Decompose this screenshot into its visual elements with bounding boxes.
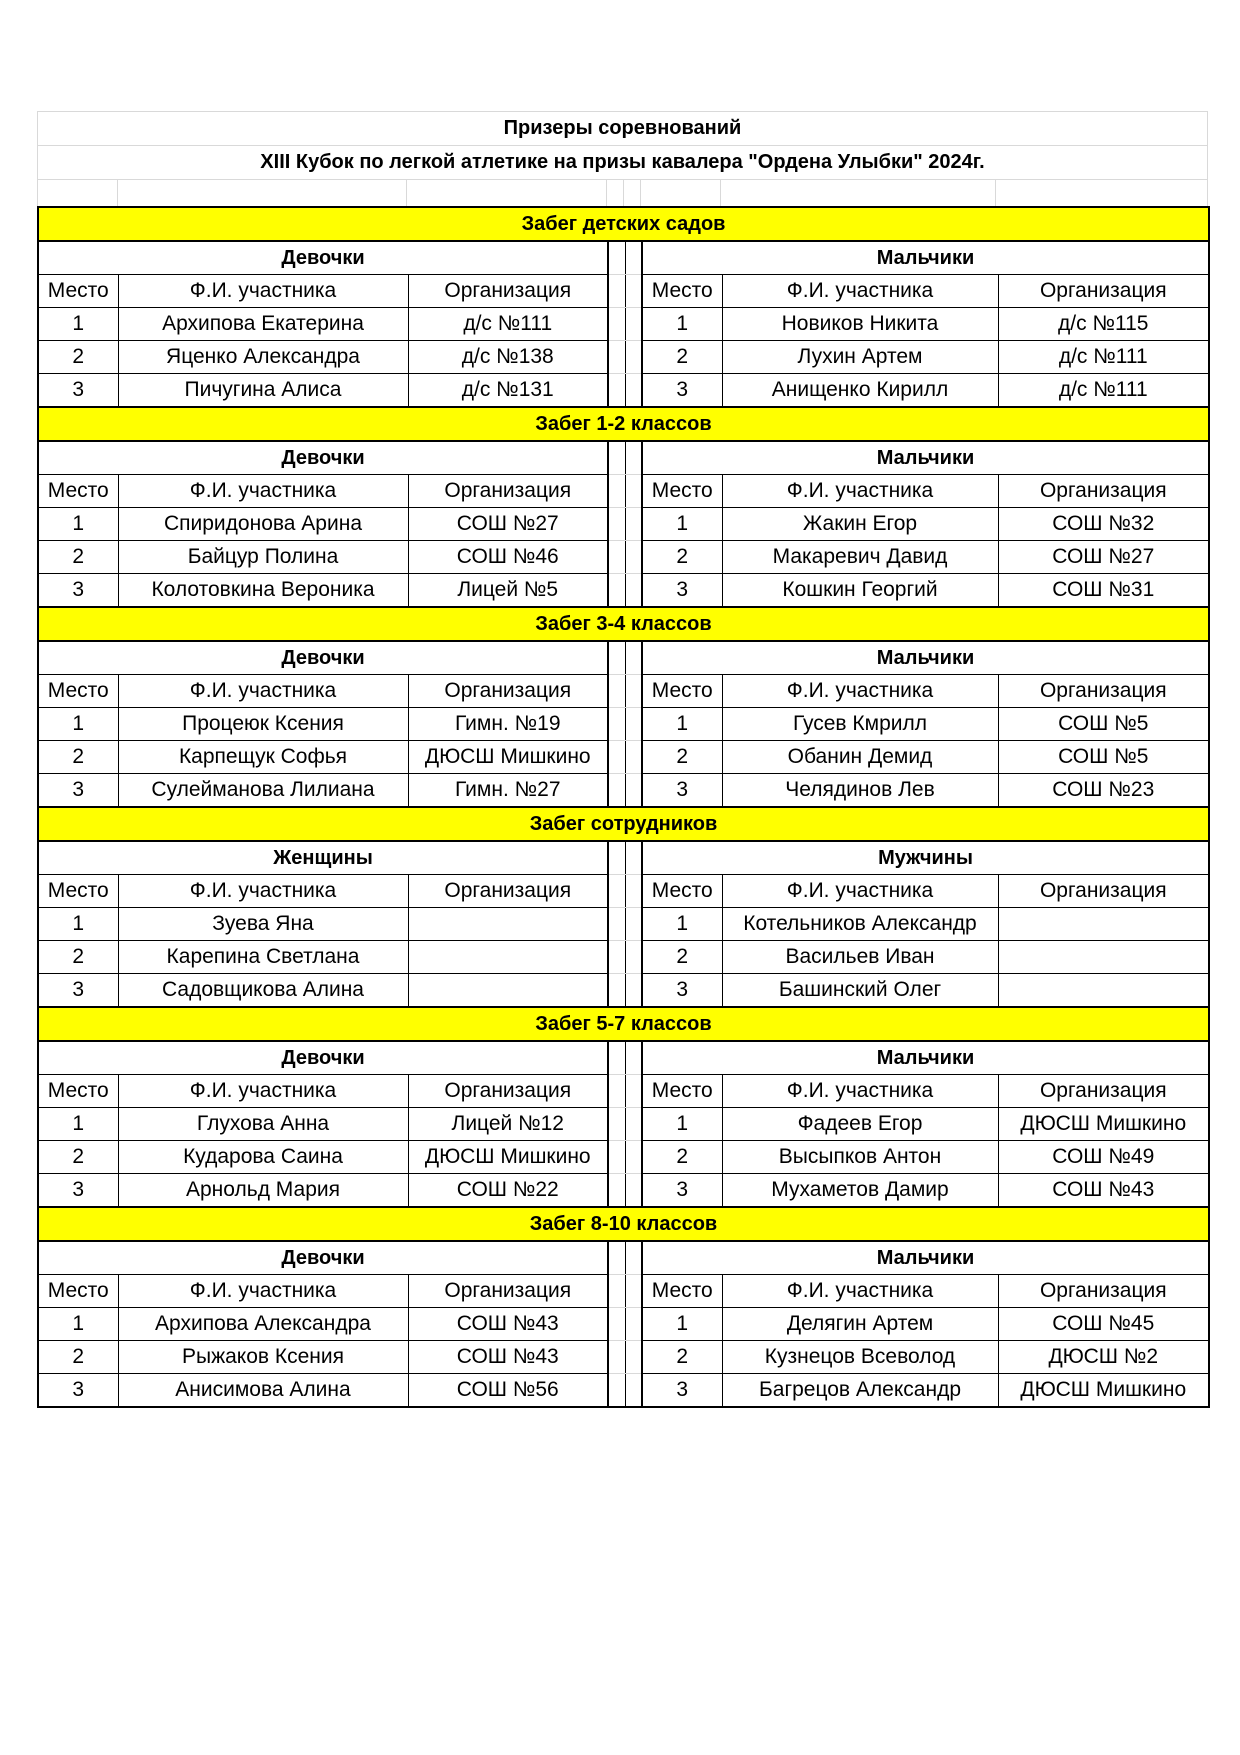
name-cell: Котельников Александр (722, 908, 998, 941)
gap-cell (625, 908, 642, 941)
gap-cell (625, 508, 642, 541)
name-cell: Спиридонова Арина (118, 508, 408, 541)
table-row (38, 1308, 1209, 1341)
col-name-header: Ф.И. участника (722, 1275, 998, 1308)
name-cell: Жакин Егор (722, 508, 998, 541)
gap-cell (608, 1075, 625, 1108)
org-cell: д/с №111 (408, 308, 608, 341)
column-header-row (38, 1275, 1209, 1308)
col-place-header: Место (642, 1275, 722, 1308)
section-header-row (38, 607, 1209, 641)
place-cell: 2 (642, 1341, 722, 1374)
org-cell: СОШ №49 (998, 1141, 1209, 1174)
gap-cell (608, 841, 625, 875)
org-cell: СОШ №5 (998, 741, 1209, 774)
gap-cell (625, 1308, 642, 1341)
gap-cell (608, 1275, 625, 1308)
org-cell: Лицей №12 (408, 1108, 608, 1141)
place-cell: 2 (38, 1141, 118, 1174)
column-header-row (38, 1075, 1209, 1108)
name-cell: Анищенко Кирилл (722, 374, 998, 408)
gap-cell (608, 675, 625, 708)
name-cell: Челядинов Лев (722, 774, 998, 808)
name-cell: Зуева Яна (118, 908, 408, 941)
gap-cell (608, 1141, 625, 1174)
gap-cell (608, 908, 625, 941)
place-cell: 3 (38, 374, 118, 408)
org-cell: СОШ №46 (408, 541, 608, 574)
col-place-header: Место (38, 1075, 118, 1108)
group-title-right: Мальчики (642, 1241, 1209, 1275)
gap-cell (608, 875, 625, 908)
gap-cell (608, 774, 625, 808)
place-cell: 3 (38, 974, 118, 1008)
gap-cell (625, 475, 642, 508)
group-title-right: Мальчики (642, 441, 1209, 475)
org-cell: ДЮСШ №2 (998, 1341, 1209, 1374)
gap-cell (608, 441, 625, 475)
org-cell (998, 941, 1209, 974)
col-org-header: Организация (998, 1275, 1209, 1308)
column-header-row (38, 275, 1209, 308)
col-place-header: Место (38, 275, 118, 308)
place-cell: 3 (642, 774, 722, 808)
org-cell: СОШ №5 (998, 708, 1209, 741)
table-row (38, 1341, 1209, 1374)
gap-cell (608, 574, 625, 608)
gap-cell (625, 641, 642, 675)
org-cell: д/с №138 (408, 341, 608, 374)
name-cell: Макаревич Давид (722, 541, 998, 574)
place-cell: 2 (642, 341, 722, 374)
gap-cell (625, 308, 642, 341)
gap-cell (608, 741, 625, 774)
name-cell: Садовщикова Алина (118, 974, 408, 1008)
gap-cell (625, 1341, 642, 1374)
col-name-header: Ф.И. участника (118, 1275, 408, 1308)
place-cell: 3 (642, 574, 722, 608)
group-title-left: Девочки (38, 441, 608, 475)
org-cell (998, 974, 1209, 1008)
org-cell: ДЮСШ Мишкино (408, 1141, 608, 1174)
gap-cell (625, 1241, 642, 1275)
org-cell: СОШ №56 (408, 1374, 608, 1408)
col-name-header: Ф.И. участника (118, 475, 408, 508)
name-cell: Байцур Полина (118, 541, 408, 574)
table-row (38, 1108, 1209, 1141)
table-row (38, 974, 1209, 1008)
place-cell: 1 (38, 1108, 118, 1141)
place-cell: 1 (38, 708, 118, 741)
name-cell: Лухин Артем (722, 341, 998, 374)
name-cell: Карепина Светлана (118, 941, 408, 974)
gap-cell (608, 241, 625, 275)
column-header-row (38, 475, 1209, 508)
name-cell: Кударова Саина (118, 1141, 408, 1174)
group-title-left: Девочки (38, 641, 608, 675)
gap-cell (625, 1108, 642, 1141)
place-cell: 1 (642, 1108, 722, 1141)
org-cell: СОШ №31 (998, 574, 1209, 608)
group-title-right: Мужчины (642, 841, 1209, 875)
gap-cell (625, 708, 642, 741)
col-place-header: Место (38, 1275, 118, 1308)
group-title-right: Мальчики (642, 1041, 1209, 1075)
group-title-right: Мальчики (642, 241, 1209, 275)
org-cell: ДЮСШ Мишкино (998, 1108, 1209, 1141)
col-org-header: Организация (998, 475, 1209, 508)
gap-cell (625, 875, 642, 908)
org-cell: д/с №111 (998, 374, 1209, 408)
place-cell: 1 (38, 1308, 118, 1341)
gap-cell (625, 341, 642, 374)
col-name-header: Ф.И. участника (722, 475, 998, 508)
name-cell: Анисимова Алина (118, 1374, 408, 1408)
col-place-header: Место (38, 675, 118, 708)
place-cell: 3 (38, 1174, 118, 1208)
gap-cell (625, 241, 642, 275)
group-title-left: Девочки (38, 1241, 608, 1275)
org-cell (408, 908, 608, 941)
name-cell: Багрецов Александр (722, 1374, 998, 1408)
place-cell: 2 (642, 541, 722, 574)
col-name-header: Ф.И. участника (118, 275, 408, 308)
gap-cell (608, 1374, 625, 1408)
org-cell: Лицей №5 (408, 574, 608, 608)
section-title: Забег 5-7 классов (38, 1007, 1209, 1041)
group-header-row (38, 241, 1209, 275)
place-cell: 1 (642, 308, 722, 341)
gap-cell (625, 374, 642, 408)
col-org-header: Организация (998, 675, 1209, 708)
place-cell: 2 (38, 341, 118, 374)
table-row (38, 908, 1209, 941)
org-cell: Гимн. №27 (408, 774, 608, 808)
gap-cell (625, 1275, 642, 1308)
group-header-row (38, 1241, 1209, 1275)
col-org-header: Организация (408, 475, 608, 508)
org-cell: ДЮСШ Мишкино (408, 741, 608, 774)
org-cell: СОШ №27 (998, 541, 1209, 574)
group-title-left: Девочки (38, 241, 608, 275)
gap-cell (625, 841, 642, 875)
org-cell: СОШ №45 (998, 1308, 1209, 1341)
place-cell: 3 (38, 574, 118, 608)
col-place-header: Место (642, 1075, 722, 1108)
org-cell (408, 974, 608, 1008)
place-cell: 3 (642, 1374, 722, 1408)
section-header-row (38, 1207, 1209, 1241)
org-cell: д/с №131 (408, 374, 608, 408)
place-cell: 3 (38, 774, 118, 808)
gap-cell (608, 508, 625, 541)
col-org-header: Организация (998, 1075, 1209, 1108)
name-cell: Процеюк Ксения (118, 708, 408, 741)
org-cell: д/с №111 (998, 341, 1209, 374)
section-title: Забег детских садов (38, 207, 1209, 241)
name-cell: Новиков Никита (722, 308, 998, 341)
place-cell: 1 (642, 508, 722, 541)
section-title: Забег 3-4 классов (38, 607, 1209, 641)
gap-cell (608, 275, 625, 308)
gap-cell (608, 1108, 625, 1141)
gap-cell (625, 441, 642, 475)
col-org-header: Организация (408, 275, 608, 308)
org-cell: СОШ №32 (998, 508, 1209, 541)
table-row (38, 741, 1209, 774)
place-cell: 1 (642, 708, 722, 741)
org-cell: СОШ №43 (998, 1174, 1209, 1208)
table-row (38, 374, 1209, 408)
gap-cell (608, 974, 625, 1008)
org-cell: Гимн. №19 (408, 708, 608, 741)
gap-cell (608, 541, 625, 574)
org-cell: д/с №115 (998, 308, 1209, 341)
group-header-row (38, 641, 1209, 675)
gap-cell (625, 1174, 642, 1208)
place-cell: 2 (642, 941, 722, 974)
name-cell: Сулейманова Лилиана (118, 774, 408, 808)
org-cell: СОШ №43 (408, 1308, 608, 1341)
col-name-header: Ф.И. участника (722, 675, 998, 708)
gap-cell (625, 675, 642, 708)
table-row (38, 708, 1209, 741)
column-header-row (38, 675, 1209, 708)
col-place-header: Место (642, 275, 722, 308)
col-name-header: Ф.И. участника (722, 275, 998, 308)
gap-cell (608, 1308, 625, 1341)
col-place-header: Место (38, 475, 118, 508)
gap-cell (608, 1241, 625, 1275)
name-cell: Колотовкина Вероника (118, 574, 408, 608)
place-cell: 2 (38, 541, 118, 574)
spacer-row (37, 180, 1208, 206)
page-title: Призеры соревнований (37, 111, 1208, 145)
place-cell: 3 (642, 974, 722, 1008)
name-cell: Гусев Кмрилл (722, 708, 998, 741)
table-row (38, 1374, 1209, 1408)
gap-cell (625, 275, 642, 308)
name-cell: Кошкин Георгий (722, 574, 998, 608)
gap-cell (625, 774, 642, 808)
gap-cell (608, 941, 625, 974)
table-row (38, 1174, 1209, 1208)
col-org-header: Организация (998, 275, 1209, 308)
col-place-header: Место (642, 875, 722, 908)
table-row (38, 308, 1209, 341)
column-header-row (38, 875, 1209, 908)
col-place-header: Место (38, 875, 118, 908)
group-header-row (38, 441, 1209, 475)
section-header-row (38, 807, 1209, 841)
place-cell: 2 (642, 741, 722, 774)
gap-cell (625, 1075, 642, 1108)
place-cell: 2 (38, 741, 118, 774)
name-cell: Архипова Екатерина (118, 308, 408, 341)
group-header-row (38, 841, 1209, 875)
name-cell: Яценко Александра (118, 341, 408, 374)
section-header-row (38, 407, 1209, 441)
section-header-row (38, 207, 1209, 241)
section-title: Забег сотрудников (38, 807, 1209, 841)
place-cell: 3 (38, 1374, 118, 1408)
name-cell: Высыпков Антон (722, 1141, 998, 1174)
name-cell: Васильев Иван (722, 941, 998, 974)
col-name-header: Ф.И. участника (118, 675, 408, 708)
col-name-header: Ф.И. участника (722, 1075, 998, 1108)
place-cell: 1 (642, 908, 722, 941)
place-cell: 3 (642, 1174, 722, 1208)
gap-cell (608, 1341, 625, 1374)
org-cell: СОШ №43 (408, 1341, 608, 1374)
gap-cell (608, 475, 625, 508)
gap-cell (625, 941, 642, 974)
section-header-row (38, 1007, 1209, 1041)
gap-cell (608, 1041, 625, 1075)
gap-cell (625, 574, 642, 608)
gap-cell (608, 308, 625, 341)
col-org-header: Организация (408, 675, 608, 708)
table-row (38, 574, 1209, 608)
name-cell: Глухова Анна (118, 1108, 408, 1141)
col-org-header: Организация (408, 1275, 608, 1308)
group-title-left: Женщины (38, 841, 608, 875)
section-title: Забег 8-10 классов (38, 1207, 1209, 1241)
table-row (38, 508, 1209, 541)
group-title-left: Девочки (38, 1041, 608, 1075)
col-name-header: Ф.И. участника (118, 1075, 408, 1108)
table-row (38, 941, 1209, 974)
table-row (38, 341, 1209, 374)
gap-cell (625, 974, 642, 1008)
gap-cell (608, 341, 625, 374)
name-cell: Арнольд Мария (118, 1174, 408, 1208)
place-cell: 1 (38, 308, 118, 341)
gap-cell (625, 1041, 642, 1075)
place-cell: 2 (38, 941, 118, 974)
col-place-header: Место (642, 475, 722, 508)
group-header-row (38, 1041, 1209, 1075)
table-row (38, 1141, 1209, 1174)
col-place-header: Место (642, 675, 722, 708)
section-title: Забег 1-2 классов (38, 407, 1209, 441)
name-cell: Делягин Артем (722, 1308, 998, 1341)
org-cell (998, 908, 1209, 941)
col-org-header: Организация (998, 875, 1209, 908)
org-cell (408, 941, 608, 974)
name-cell: Кузнецов Всеволод (722, 1341, 998, 1374)
gap-cell (625, 541, 642, 574)
col-name-header: Ф.И. участника (118, 875, 408, 908)
gap-cell (608, 374, 625, 408)
name-cell: Пичугина Алиса (118, 374, 408, 408)
gap-cell (625, 741, 642, 774)
place-cell: 2 (38, 1341, 118, 1374)
org-cell: СОШ №27 (408, 508, 608, 541)
gap-cell (625, 1141, 642, 1174)
gap-cell (608, 641, 625, 675)
name-cell: Архипова Александра (118, 1308, 408, 1341)
name-cell: Карпещук Софья (118, 741, 408, 774)
place-cell: 3 (642, 374, 722, 408)
col-org-header: Организация (408, 875, 608, 908)
results-table (37, 206, 1210, 1408)
name-cell: Рыжаков Ксения (118, 1341, 408, 1374)
name-cell: Фадеев Егор (722, 1108, 998, 1141)
name-cell: Башинский Олег (722, 974, 998, 1008)
table-row (38, 541, 1209, 574)
name-cell: Обанин Демид (722, 741, 998, 774)
org-cell: ДЮСШ Мишкино (998, 1374, 1209, 1408)
group-title-right: Мальчики (642, 641, 1209, 675)
page-subtitle: XIII Кубок по легкой атлетике на призы кавалера "Ордена Улыбки" 2024г. (37, 145, 1208, 180)
org-cell: СОШ №22 (408, 1174, 608, 1208)
col-name-header: Ф.И. участника (722, 875, 998, 908)
col-org-header: Организация (408, 1075, 608, 1108)
results-sheet (37, 111, 1208, 1408)
place-cell: 1 (642, 1308, 722, 1341)
gap-cell (625, 1374, 642, 1408)
gap-cell (608, 1174, 625, 1208)
name-cell: Мухаметов Дамир (722, 1174, 998, 1208)
place-cell: 2 (642, 1141, 722, 1174)
place-cell: 1 (38, 508, 118, 541)
org-cell: СОШ №23 (998, 774, 1209, 808)
table-row (38, 774, 1209, 808)
place-cell: 1 (38, 908, 118, 941)
gap-cell (608, 708, 625, 741)
